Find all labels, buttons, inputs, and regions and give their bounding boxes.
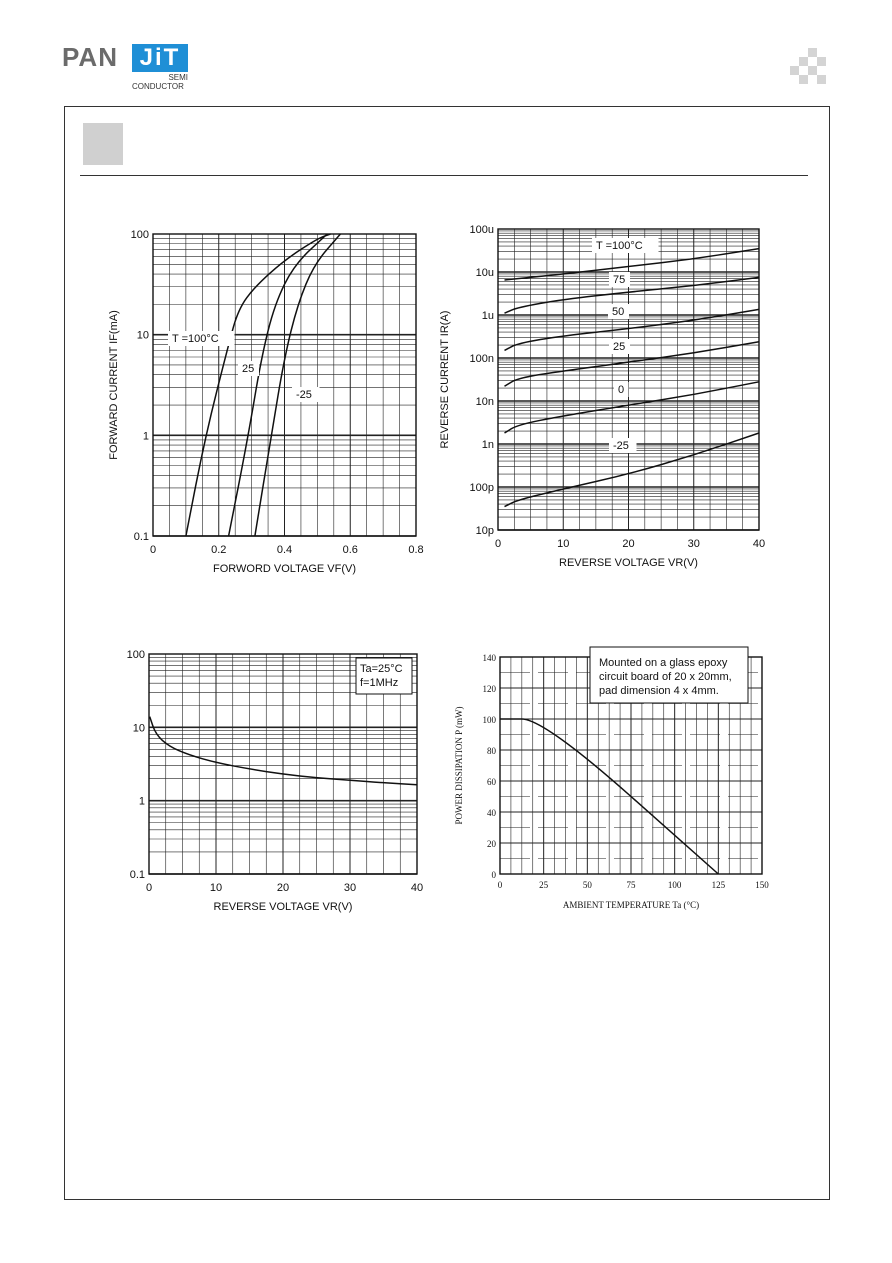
y-tick-label: 1 — [138, 795, 145, 808]
annotation-text: Mounted on a glass epoxy — [599, 657, 728, 669]
x-tick-label: 0 — [497, 880, 503, 890]
x-tick-label: 125 — [711, 880, 726, 890]
x-tick-label: 20 — [622, 538, 635, 550]
x-tick-label: 0.2 — [211, 544, 227, 556]
x-tick-label: 0.4 — [276, 544, 293, 556]
reverse-current-chart — [430, 215, 780, 585]
y-tick-label: 1 — [142, 430, 149, 443]
x-tick-label: 0 — [149, 544, 157, 556]
power-derating-chart — [440, 645, 790, 915]
logo-pan-text: PAN — [62, 42, 118, 72]
legend-text: f=1MHz — [360, 677, 399, 689]
x-tick-label: 50 — [582, 880, 592, 890]
y-tick-label: 120 — [482, 684, 496, 694]
x-tick-label: 150 — [755, 880, 769, 890]
series-label: 50 — [612, 306, 625, 318]
y-tick-label: 40 — [487, 808, 496, 818]
y-tick-label: 10u — [475, 267, 494, 279]
y-tick-label: 20 — [487, 839, 496, 849]
forward-current-chart — [100, 220, 440, 590]
x-tick-label: 0 — [145, 882, 153, 894]
x-axis-label: FORWORD VOLTAGE VF(V) — [212, 563, 357, 575]
y-tick-label: 100 — [130, 229, 149, 241]
x-tick-label: 10 — [209, 882, 223, 894]
y-tick-label: 0.1 — [133, 531, 149, 543]
y-tick-label: 0.1 — [129, 869, 145, 881]
series-label: -25 — [613, 440, 629, 452]
y-tick-label: 100p — [469, 482, 494, 494]
x-axis-label: AMBIENT TEMPERATURE Ta (°C) — [562, 900, 700, 910]
series-line — [505, 342, 760, 387]
series-line — [505, 249, 760, 280]
y-tick-label: 100n — [469, 353, 494, 365]
section-marker — [83, 123, 123, 165]
legend-text: Ta=25°C — [360, 663, 403, 675]
y-tick-label: 80 — [487, 746, 496, 756]
y-tick-label: 100u — [469, 224, 494, 236]
y-axis-label: REVERSE CURRENT IR(A) — [439, 310, 451, 449]
logo-conductor-text: CONDUCTOR — [132, 82, 184, 91]
series-label: -25 — [296, 389, 312, 401]
x-tick-label: 10 — [557, 538, 570, 550]
logo-jit-badge: JiT — [132, 44, 188, 72]
x-tick-label: 0.8 — [408, 544, 424, 556]
x-tick-label: 30 — [687, 538, 700, 550]
x-tick-label: 20 — [276, 882, 290, 894]
x-tick-label: 40 — [752, 538, 766, 550]
y-tick-label: 1u — [481, 310, 494, 322]
y-tick-label: 100 — [482, 715, 496, 725]
checker-decoration-icon — [790, 48, 830, 84]
y-tick-label: 10 — [132, 722, 145, 735]
x-tick-label: 0.6 — [342, 544, 358, 556]
series-label: T =100°C — [596, 240, 643, 252]
x-tick-label: 30 — [343, 882, 357, 894]
x-tick-label: 100 — [667, 880, 682, 890]
y-axis-label: POWER DISSIPATION P (mW) — [454, 706, 464, 825]
y-tick-label: 0 — [491, 870, 496, 880]
y-tick-label: 10p — [475, 525, 494, 537]
series-label: 75 — [613, 274, 626, 286]
x-tick-label: 0 — [494, 538, 502, 550]
y-axis-label: FORWARD CURRENT IF(mA) — [108, 310, 120, 460]
y-tick-label: 60 — [487, 777, 496, 787]
y-tick-label: 100 — [126, 649, 145, 661]
x-tick-label: 40 — [410, 882, 424, 894]
panjit-logo — [62, 40, 202, 94]
annotation-text: pad dimension 4 x 4mm. — [599, 685, 719, 697]
y-tick-label: 140 — [482, 653, 496, 663]
capacitance-chart — [100, 640, 440, 930]
y-tick-label: 10 — [136, 329, 149, 342]
series-label: 25 — [242, 363, 255, 375]
section-divider — [80, 175, 808, 176]
series-label: 0 — [618, 384, 625, 396]
x-axis-label: REVERSE VOLTAGE VR(V) — [559, 557, 698, 569]
logo-semi-text: SEMI — [168, 73, 188, 82]
series-line — [229, 234, 328, 536]
series-label: T =100°C — [172, 333, 219, 345]
series-line — [505, 277, 760, 313]
series-line — [255, 234, 341, 536]
x-axis-label: REVERSE VOLTAGE VR(V) — [213, 901, 353, 913]
series-label: 25 — [613, 341, 626, 353]
y-tick-label: 10n — [475, 396, 494, 408]
y-tick-label: 1n — [481, 439, 494, 451]
x-tick-label: 75 — [626, 880, 636, 890]
x-tick-label: 25 — [539, 880, 549, 890]
annotation-text: circuit board of 20 x 20mm, — [599, 671, 732, 683]
